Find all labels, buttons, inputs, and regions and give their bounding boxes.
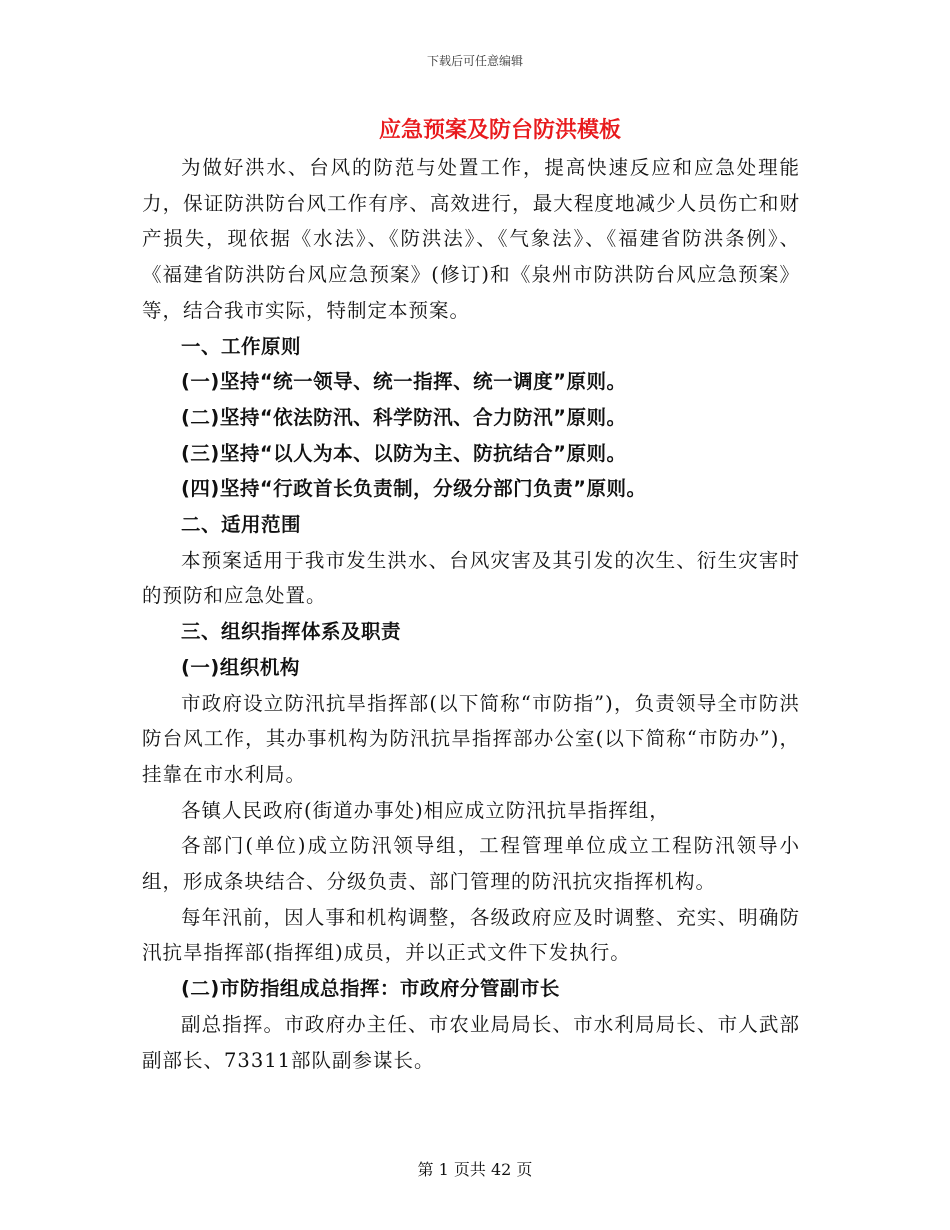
section-heading: (一)组织机构	[181, 655, 300, 679]
section-heading: (二)市防指组成总指挥：市政府分管副市长	[181, 977, 560, 1001]
body-paragraph: 每年汛前，因人事和机构调整，各级政府应及时调整、充实、明确防汛抗旱指挥部(指挥组)成员，并以正式文件下发执行。	[142, 905, 800, 965]
section-heading: 二、适用范围	[181, 513, 302, 537]
body-paragraph: 市政府设立防汛抗旱指挥部(以下简称“市防指”)，负责领导全市防洪防台风工作，其办事机构为防汛抗旱指挥部办公室(以下简称“市防办”)，挂靠在市水利局。	[142, 691, 800, 786]
section-heading: (一)坚持“统一领导、统一指挥、统一调度”原则。	[181, 370, 627, 394]
section-heading: 一、工作原则	[181, 334, 302, 358]
body-paragraph: 副总指挥。市政府办主任、市农业局局长、市水利局局长、市人武部副部长、73311部队副参谋长。	[142, 1012, 800, 1072]
body-paragraph: 各部门(单位)成立防汛领导组，工程管理单位成立工程防汛领导小组，形成条块结合、分级负责、部门管理的防汛抗灾指挥机构。	[142, 834, 800, 894]
page-header: 下载后可任意编辑	[426, 54, 523, 68]
body-paragraph: 各镇人民政府(街道办事处)相应成立防汛抗旱指挥组，	[181, 798, 670, 822]
section-heading: (三)坚持“以人为本、以防为主、防抗结合”原则。	[181, 441, 627, 465]
body-paragraph: 本预案适用于我市发生洪水、台风灾害及其引发的次生、衍生灾害时的预防和应急处置。	[142, 548, 800, 608]
document-body	[142, 150, 800, 1078]
page-footer: 第 1 页共 42 页	[417, 1160, 533, 1179]
document-title: 应急预案及防台防洪模板	[378, 117, 621, 143]
body-paragraph: 为做好洪水、台风的防范与处置工作，提高快速反应和应急处理能力，保证防洪防台风工作有序、高效进行，最大程度地减少人员伤亡和财产损失，现依据《水法》、《防洪法》、《气象法》、《福建省防洪条例》、《福建省防洪防台风应急预案》(修订)和《泉州市防洪防台风应急预案》等，结合我市实际，特制定本预案。	[142, 156, 800, 322]
section-heading: 三、组织指挥体系及职责	[181, 620, 402, 644]
section-heading: (二)坚持“依法防汛、科学防汛、合力防汛”原则。	[181, 405, 627, 429]
section-heading: (四)坚持“行政首长负责制，分级分部门负责”原则。	[181, 477, 647, 501]
